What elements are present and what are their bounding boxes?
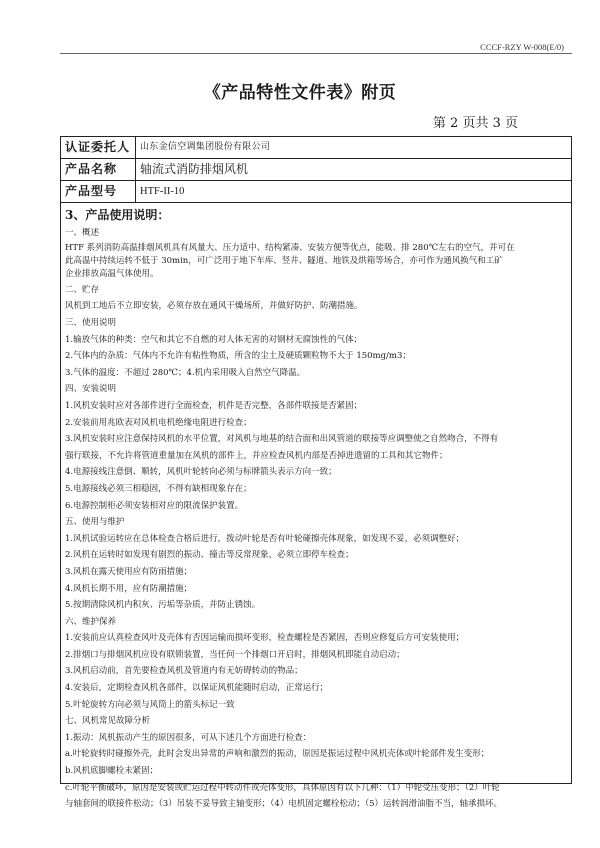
conditions-heading: 三、使用说明: [65, 318, 117, 328]
list-item: 6.电源控制柜必须安装相对应的限流保护装置。: [65, 500, 244, 511]
storage-heading: 二、贮存: [65, 284, 100, 295]
product-name-label: 产品名称: [61, 159, 136, 180]
list-item: 3.风机安装时应注意保持风机的水平位置，对风机与地基的结合面和出风管道的联接等应调整使之自然吻合，不得有: [65, 434, 499, 445]
list-item: b.风机底脚螺栓未紧固；: [65, 766, 159, 777]
list-item: 1.输放气体的种类：空气和其它不自燃的对人体无害的对钢材无腐蚀性的气体；: [65, 334, 363, 345]
list-item: 5.叶轮旋转方向必须与风筒上的箭头标记一致: [65, 699, 235, 710]
list-item: a.叶轮旋转时碰擦外壳，此时会发出异常的声响和激烈的振动，原因是振运过程中风机壳体或叶轮部件发生变形；: [65, 749, 490, 760]
product-name-value: 轴流式消防排烟风机: [140, 162, 249, 176]
list-item: 与轴套间的联接件松动；（3）吊装不妥导致主轴变形；（4）电机固定螺栓松动；（5）运转润滑油脂不当，轴承损坏。: [65, 799, 502, 810]
header-rule: [60, 53, 572, 54]
document-code: CCCF-RZY W-008(E/0): [480, 42, 564, 52]
section-title: 3、产品使用说明：: [65, 208, 170, 222]
list-item: 5.按期清除风机内积灰、污垢等杂质，并防止锈蚀。: [65, 600, 261, 611]
install-heading: 四、安装说明: [65, 384, 117, 395]
list-item: 3.风机在露天使用应有防雨措施；: [65, 566, 193, 577]
storage-text: 风机到工地后不立即安装，必须存放在通风干燥场所，并做好防护、防潮措施。: [65, 301, 363, 312]
page-title: 《产品特性文件表》附页: [203, 83, 397, 103]
product-sheet-table: [60, 136, 572, 810]
fault-heading: 七、风机常见故障分析: [65, 716, 151, 727]
list-item: 4.风机长期不用，应有防潮措施；: [65, 583, 193, 594]
use-heading: 五、使用与维护: [65, 517, 125, 528]
list-item: 4.电源接线注意倒、顺转，风机叶轮转向必须与标牌箭头表示方向一致；: [65, 467, 337, 478]
model-row: [61, 181, 571, 203]
page-number: 第 2 页共 3 页: [432, 116, 518, 131]
list-item: c.叶轮平衡破坏，原因是安装或贮运过程中转动件或壳体变形，具体原因有以下几种：（1）中轮受压变形；（2）叶轮: [65, 782, 500, 793]
list-item: 2.气体内的杂质：气体内不允许有粘性物质，所含的尘土及硬质颗粒物不大于 150mg/m3；: [65, 351, 411, 362]
list-item: 2.安装前用兆欧表对风机电机绝缘电阻进行检查；: [65, 417, 252, 428]
list-item: 1.风机安装时应对各部件进行全面检查，机件是否完整，各部件联接是否紧固；: [65, 400, 363, 411]
list-item: 1.振动：风机振动产生的原因很多，可从下述几个方面进行检查：: [65, 732, 312, 743]
overview-text: HTF 系列消防高温排烟风机具有风量大、压力适中、结构紧凑、安装方便等优点，能吸、排 280℃左右的空气，并可在 此高温中持续运转不低于 30min，可广泛用于地下车库、竖井、隧道、地铁及烘箱等场合，亦可作为通风换气和工矿 企业排放高温气体使用。: [65, 242, 515, 280]
model-value: HTF-II-10: [140, 186, 185, 197]
list-item: 2.排烟口与排烟风机应设有联锁装置，当任何一个排烟口开启时，排烟风机即能自动启动；: [65, 649, 405, 660]
client-label: 认证委托人: [61, 137, 136, 158]
list-item: 5.电源接线必须三相稳固，不得有缺相现象存在；: [65, 483, 252, 494]
list-item: 3.气体的温度：不超过 280℃；4.机内采用吸入自然空气降温。: [65, 367, 306, 378]
client-value: 山东金信空调集团股份有限公司: [140, 142, 271, 152]
overview-heading: 一、概述: [65, 228, 100, 238]
client-row: [61, 137, 571, 159]
list-item: 4.安装后，定期检查风机各部件，以保证风机能随时启动，正常运行；: [65, 683, 329, 694]
model-label: 产品型号: [61, 181, 136, 202]
product-name-row: [61, 159, 571, 181]
list-item: 强行联接，不允许将管道重量加在风机的部件上，并应检查风机内部是否掉进遗留的工具和其它物件；: [65, 450, 448, 461]
list-item: 1.安装前应认真检查风叶及壳体有否因运输而损坏变形，检查螺栓是否紧固，否则应修复后方可安装使用；: [65, 633, 465, 644]
list-item: 3.风机启动前，首先要检查风机及管道内有无妨碍转动的物品；: [65, 666, 303, 677]
list-item: 2.风机在运转时如发现有剧烈的振动、撞击等反常现象，必须立即停车检查；: [65, 550, 354, 561]
usage-instructions: [61, 203, 571, 813]
list-item: 1.风机试验运转应在总体检查合格后进行，拨动叶轮是否有叶轮碰擦壳体现象，如发现不妥，必须调整好；: [65, 533, 465, 544]
maintenance-heading: 六、维护保养: [65, 616, 117, 627]
